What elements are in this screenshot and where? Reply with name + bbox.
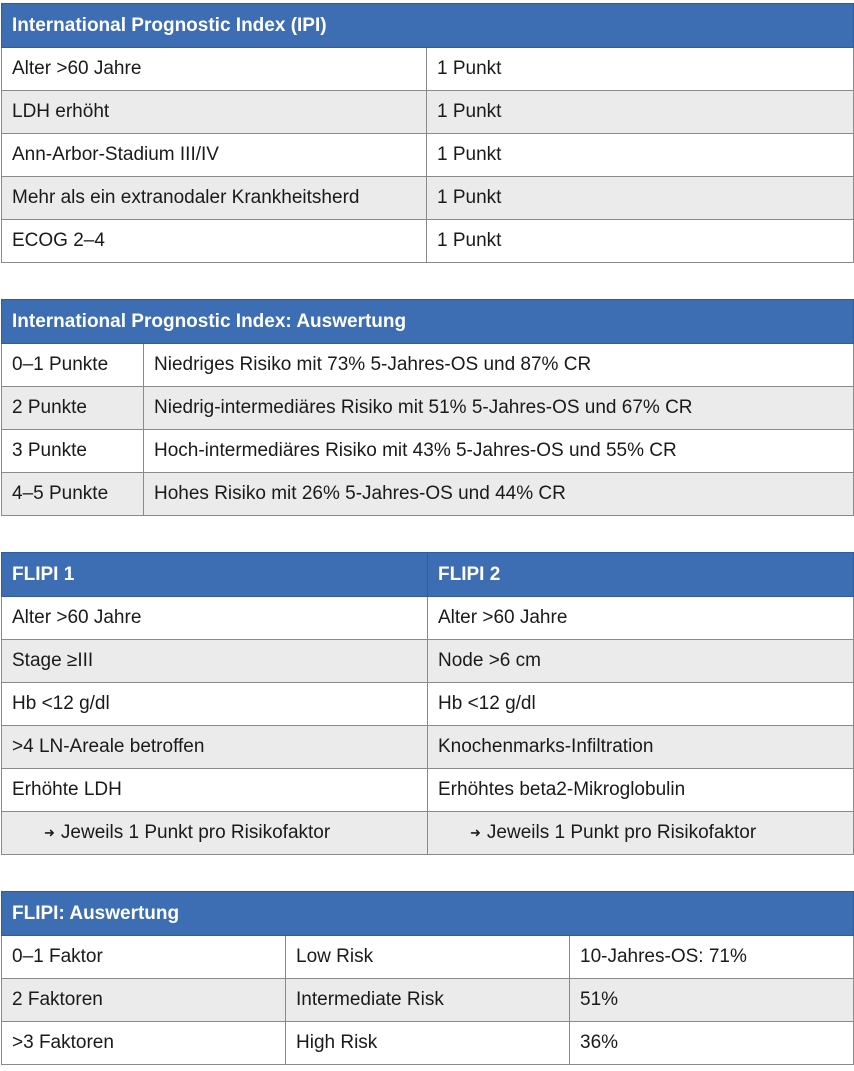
ipi-eval-title: International Prognostic Index: Auswertung <box>2 300 854 344</box>
table-row <box>2 344 854 387</box>
ipi-points: 1 Punkt <box>427 91 854 134</box>
flipi1-title: FLIPI 1 <box>2 553 428 597</box>
ipi-factor: Ann-Arbor-Stadium III/IV <box>2 134 427 177</box>
ipi-factor: LDH erhöht <box>2 91 427 134</box>
ipi-points: 1 Punkt <box>427 220 854 263</box>
flipi1-factor: Stage ≥III <box>2 640 428 683</box>
flipi-table <box>1 552 854 855</box>
flipi-eval-risk: Intermediate Risk <box>286 979 570 1022</box>
flipi1-footnote <box>2 812 428 855</box>
table-row <box>2 387 854 430</box>
flipi-eval-factors: 2 Faktoren <box>2 979 286 1022</box>
flipi2-factor: Erhöhtes beta2-Mikroglobulin <box>428 769 854 812</box>
ipi-points: 1 Punkt <box>427 48 854 91</box>
flipi1-factor: Alter >60 Jahre <box>2 597 428 640</box>
flipi2-factor: Alter >60 Jahre <box>428 597 854 640</box>
ipi-eval-table <box>1 299 854 516</box>
flipi-eval-risk: High Risk <box>286 1022 570 1065</box>
table-row <box>2 220 854 263</box>
table-row <box>2 134 854 177</box>
table-row <box>2 1022 854 1065</box>
ipi-factor: Mehr als ein extranodaler Krankheitsherd <box>2 177 427 220</box>
ipi-eval-score: 4–5 Punkte <box>2 473 144 516</box>
flipi-eval-factors: 0–1 Faktor <box>2 936 286 979</box>
ipi-eval-risk: Hohes Risiko mit 26% 5-Jahres-OS und 44% CR <box>144 473 854 516</box>
ipi-eval-risk: Hoch-intermediäres Risiko mit 43% 5-Jahres-OS und 55% CR <box>144 430 854 473</box>
arrow-right-icon: ➜ <box>44 825 55 840</box>
ipi-table <box>1 3 854 263</box>
ipi-eval-score: 2 Punkte <box>2 387 144 430</box>
ipi-factor: Alter >60 Jahre <box>2 48 427 91</box>
arrow-right-icon: ➜ <box>470 825 481 840</box>
flipi1-footnote-text: Jeweils 1 Punkt pro Risikofaktor <box>60 822 331 843</box>
flipi-eval-risk: Low Risk <box>286 936 570 979</box>
table-row <box>2 91 854 134</box>
table-row <box>2 726 854 769</box>
flipi-eval-table <box>1 891 854 1065</box>
table-row <box>2 640 854 683</box>
flipi-eval-factors: >3 Faktoren <box>2 1022 286 1065</box>
table-row <box>2 430 854 473</box>
ipi-factor: ECOG 2–4 <box>2 220 427 263</box>
table-row <box>2 769 854 812</box>
flipi2-factor: Node >6 cm <box>428 640 854 683</box>
flipi2-footnote <box>428 812 854 855</box>
flipi-eval-os: 36% <box>570 1022 854 1065</box>
flipi2-factor: Knochenmarks-Infiltration <box>428 726 854 769</box>
table-row <box>2 473 854 516</box>
table-row <box>2 936 854 979</box>
flipi-eval-os: 10-Jahres-OS: 71% <box>570 936 854 979</box>
table-row <box>2 812 854 855</box>
ipi-eval-risk: Niedrig-intermediäres Risiko mit 51% 5-Jahres-OS und 67% CR <box>144 387 854 430</box>
ipi-eval-score: 0–1 Punkte <box>2 344 144 387</box>
flipi1-factor: >4 LN-Areale betroffen <box>2 726 428 769</box>
ipi-points: 1 Punkt <box>427 134 854 177</box>
flipi1-factor: Erhöhte LDH <box>2 769 428 812</box>
flipi2-footnote-text: Jeweils 1 Punkt pro Risikofaktor <box>486 822 757 843</box>
ipi-eval-score: 3 Punkte <box>2 430 144 473</box>
flipi2-title: FLIPI 2 <box>428 553 854 597</box>
ipi-points: 1 Punkt <box>427 177 854 220</box>
flipi-eval-os: 51% <box>570 979 854 1022</box>
flipi1-factor: Hb <12 g/dl <box>2 683 428 726</box>
table-row <box>2 177 854 220</box>
table-row <box>2 979 854 1022</box>
table-row <box>2 683 854 726</box>
table-row <box>2 48 854 91</box>
ipi-eval-risk: Niedriges Risiko mit 73% 5-Jahres-OS und 87% CR <box>144 344 854 387</box>
flipi-eval-title: FLIPI: Auswertung <box>2 892 854 936</box>
flipi2-factor: Hb <12 g/dl <box>428 683 854 726</box>
table-row <box>2 597 854 640</box>
ipi-title: International Prognostic Index (IPI) <box>2 4 854 48</box>
